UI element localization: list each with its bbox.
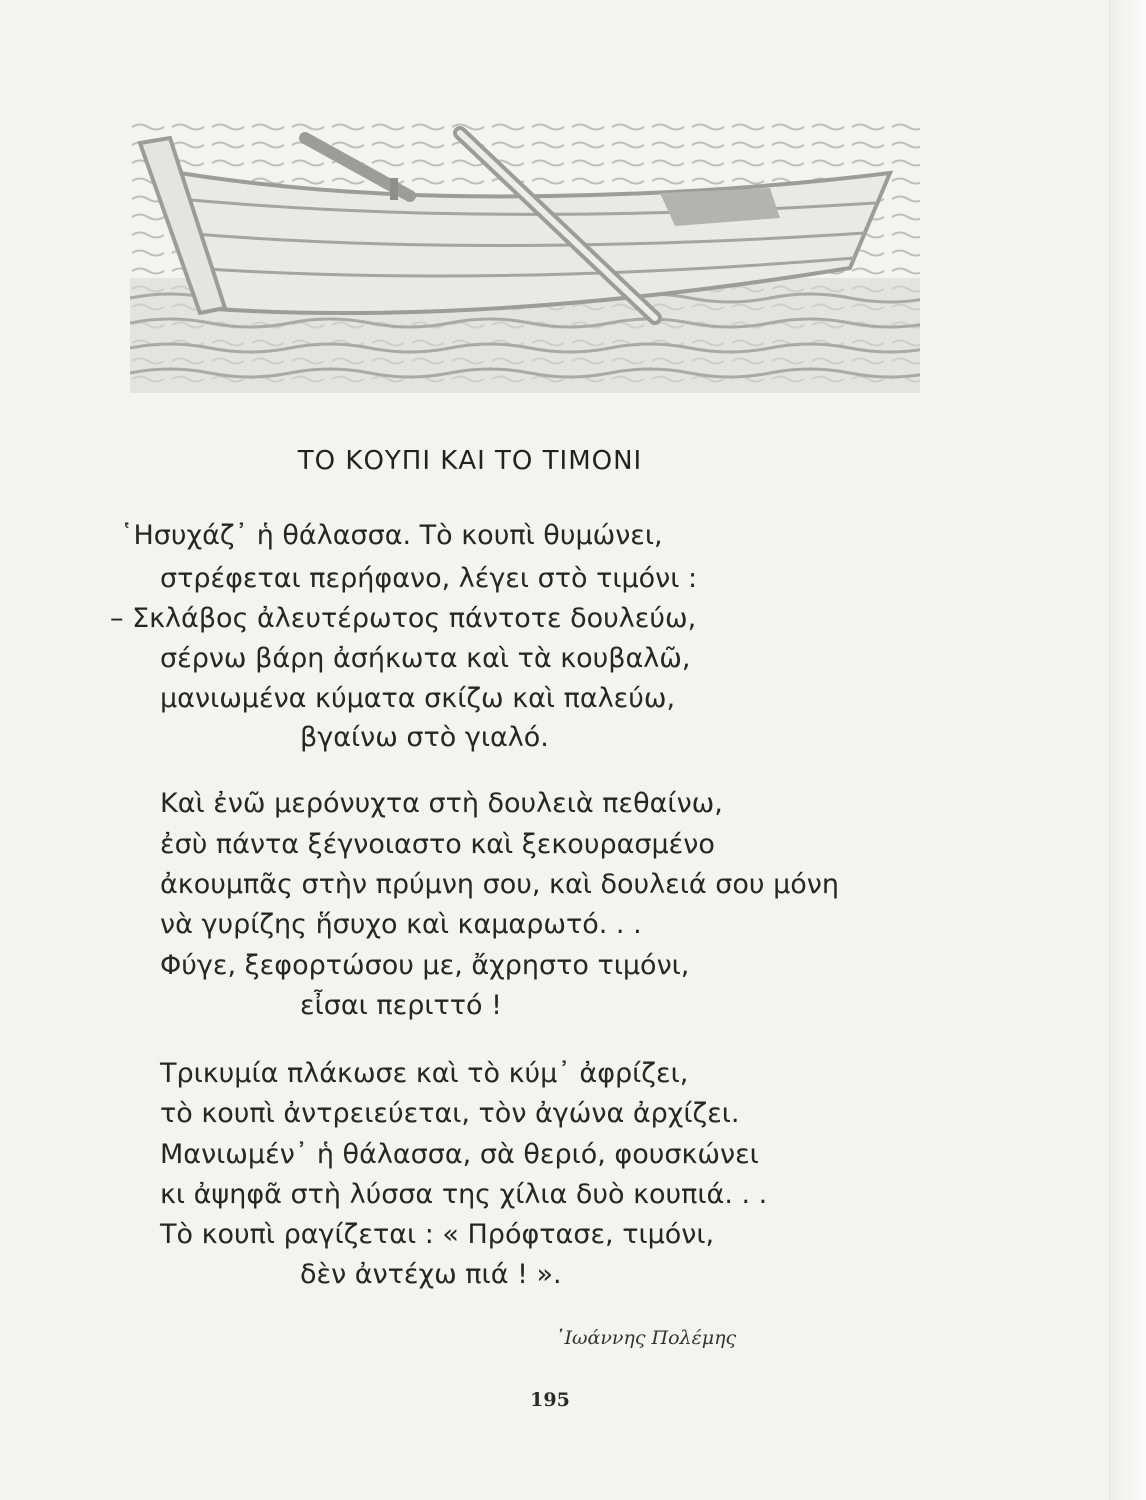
poem-line: Τὸ κουπὶ ραγίζεται : « Πρόφτασε, τιμόνι,: [160, 1219, 715, 1250]
poem-line: νὰ γυρίζης ἥσυχο καὶ καμαρωτό. . .: [160, 909, 642, 940]
poem-line: ἐσὺ πάντα ξέγνοιαστο καὶ ξεκουρασμένο: [160, 829, 715, 860]
poem-line: βγαίνω στὸ γιαλό.: [300, 722, 549, 753]
poem-line: Μανιωμέν᾽ ἡ θάλασσα, σὰ θεριό, φουσκώνει: [160, 1139, 759, 1170]
poem-line: δὲν ἀντέχω πιά ! ».: [300, 1259, 562, 1290]
poem-line: – Σκλάβος ἀλευτέρωτος πάντοτε δουλεύω,: [110, 603, 697, 634]
rowboat-illustration: [130, 118, 920, 393]
poem-line: Φύγε, ξεφορτώσου με, ἄχρηστο τιμόνι,: [160, 950, 690, 981]
poem-line: μανιωμένα κύματα σκίζω καὶ παλεύω,: [160, 683, 676, 714]
page-edge: [1109, 0, 1146, 1500]
poem-line: ῾Ησυχάζ᾽ ἡ θάλασσα. Τὸ κουπὶ θυμώνει,: [120, 520, 663, 551]
poem-line: στρέφεται περήφανο, λέγει στὸ τιμόνι :: [160, 563, 698, 594]
poem-title: ΤΟ ΚΟΥΠΙ ΚΑΙ ΤΟ ΤΙΜΟΝΙ: [297, 446, 643, 476]
poem-line: Τρικυμία πλάκωσε καὶ τὸ κύμ᾽ ἀφρίζει,: [160, 1058, 689, 1089]
page-number: 195: [530, 1389, 570, 1411]
poem-line: σέρνω βάρη ἀσήκωτα καὶ τὰ κουβαλῶ,: [160, 643, 691, 674]
poem-line: κι ἀψηφᾶ στὴ λύσσα της χίλια δυὸ κουπιά. . .: [160, 1179, 768, 1210]
author-name: ᾿Ιωάννης Πολέμης: [555, 1327, 737, 1349]
poem-line: εἶσαι περιττό !: [300, 990, 502, 1021]
poem-line: τὸ κουπὶ ἀντρειεύεται, τὸν ἀγώνα ἀρχίζει.: [160, 1098, 740, 1129]
poem-line: Καὶ ἐνῶ μερόνυχτα στὴ δουλειὰ πεθαίνω,: [160, 788, 723, 819]
poem-line: ἀκουμπᾶς στὴν πρύμνη σου, καὶ δουλειά σου μόνη: [160, 869, 839, 900]
